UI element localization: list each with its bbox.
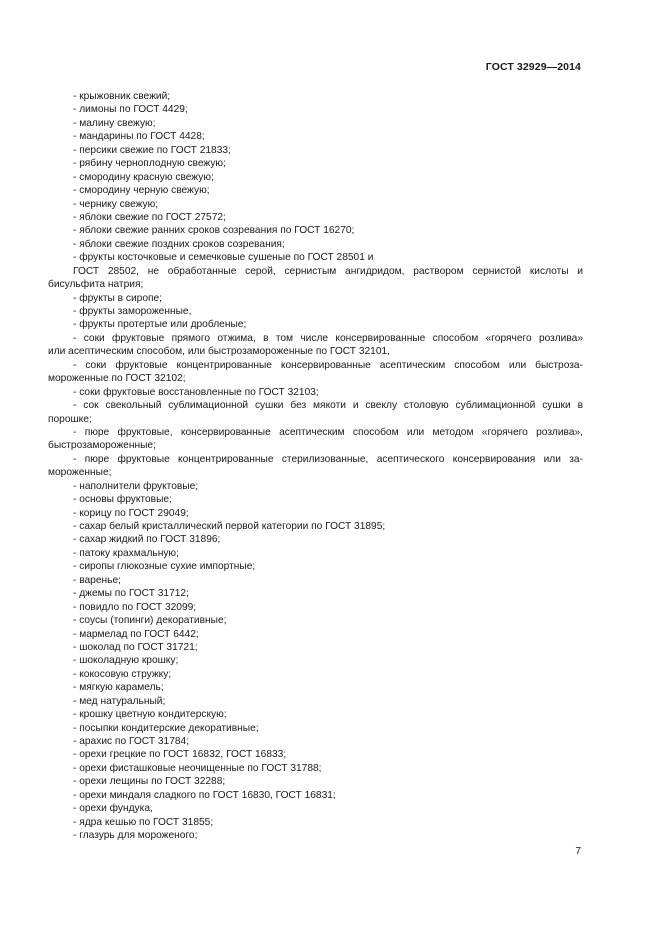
text-line: - малину свежую; <box>73 117 156 129</box>
text-line: или асептическим способом, или быстрозамороженные по ГОСТ 32101, <box>48 346 390 358</box>
text-line: - пюре фруктовые концентрированные стерилизованные, асептического консервирования или за- <box>73 453 583 465</box>
text-line: - яблоки свежие ранних сроков созревания по ГОСТ 16270; <box>73 225 355 237</box>
text-line: мороженные по ГОСТ 32102; <box>48 373 186 385</box>
text-line: - варенье; <box>73 574 121 586</box>
text-line: - арахис по ГОСТ 31784; <box>73 736 190 747</box>
text-line: порошке; <box>48 413 92 425</box>
text-line: - ядра кешью по ГОСТ 31855; <box>73 816 214 828</box>
text-line: - шоколад по ГОСТ 31721; <box>73 641 198 653</box>
text-line: - корицу по ГОСТ 29049; <box>73 507 189 519</box>
text-line: - орехи лещины по ГОСТ 32288; <box>73 776 226 788</box>
text-line: - патоку крахмальную; <box>73 547 179 559</box>
text-line: - рябину черноплодную свежую; <box>73 158 226 170</box>
text-line: - орехи фисташковые неочищенные по ГОСТ 31788; <box>73 762 322 774</box>
text-line: - мягкую карамель; <box>73 682 164 694</box>
text-line: - крошку цветную кондитерскую; <box>73 709 227 721</box>
text-line: - мандарины по ГОСТ 4428; <box>73 131 205 143</box>
text-line: - смородину черную свежую; <box>73 185 210 197</box>
page-number: 7 <box>575 846 581 857</box>
text-line: - фрукты косточковые и семечковые сушеные по ГОСТ 28501 и <box>73 252 374 264</box>
text-line: - орехи фундука, <box>73 803 153 815</box>
text-line: - посыпки кондитерские декоративные; <box>73 722 259 734</box>
text-line: - фрукты в сиропе; <box>73 292 163 304</box>
text-line: - наполнители фруктовые; <box>73 480 199 492</box>
text-line: - сиропы глюкозные сухие импортные; <box>73 561 256 573</box>
text-line: - яблоки свежие по ГОСТ 27572; <box>73 211 226 223</box>
text-line: ГОСТ 28502, не обработанные серой, сернистым ангидридом, раствором сернистой кислоты и <box>73 265 583 277</box>
text-line: - орехи миндаля сладкого по ГОСТ 16830, ГОСТ 16831; <box>73 789 336 801</box>
text-line: - джемы по ГОСТ 31712; <box>73 588 189 600</box>
text-line: - глазурь для мороженого; <box>73 830 198 842</box>
text-line: - фрукты замороженные, <box>73 306 192 317</box>
text-line: - персики свежие по ГОСТ 21833; <box>73 144 231 156</box>
text-line: мороженные; <box>48 467 112 479</box>
text-line: - соки фруктовые прямого отжима, в том числе консервированные способом «горячего розлива» <box>73 332 583 344</box>
text-line: - сахар белый кристаллический первой категории по ГОСТ 31895; <box>73 521 386 532</box>
text-line: - соки фруктовые восстановленные по ГОСТ 32103; <box>73 386 319 398</box>
text-line: быстрозамороженные; <box>48 440 156 452</box>
text-line: - чернику свежую; <box>73 198 159 210</box>
text-line: - лимоны по ГОСТ 4429; <box>73 104 188 116</box>
text-line: - мед натуральный; <box>73 695 166 707</box>
text-line: - сок свекольный сублимационной сушки без мякоти и свеклу столовую сублимационной сушки в <box>73 400 583 412</box>
text-line: - крыжовник свежий; <box>73 91 171 102</box>
text-line: - соки фруктовые концентрированные консервированные асептическим способом или быстроза- <box>73 359 583 371</box>
text-line: - мармелад по ГОСТ 6442; <box>73 628 199 640</box>
text-line: - основы фруктовые; <box>73 494 172 506</box>
text-line: - орехи грецкие по ГОСТ 16832, ГОСТ 16833; <box>73 749 287 761</box>
text-line: - повидло по ГОСТ 32099; <box>73 601 197 613</box>
text-line: бисульфита натрия; <box>48 279 144 291</box>
text-line: - пюре фруктовые, консервированные асептическим способом или методом «горячего розлива», <box>73 426 583 438</box>
text-line: - смородину красную свежую; <box>73 171 214 183</box>
text-line: - яблоки свежие поздних сроков созревания; <box>73 238 285 250</box>
text-line: - фрукты протертые или дробленые; <box>73 319 247 331</box>
text-line: - шоколадную крошку; <box>73 655 179 667</box>
text-line: - соусы (топинги) декоративные; <box>73 615 227 627</box>
text-line: - сахар жидкий по ГОСТ 31896; <box>73 534 221 546</box>
document-header: ГОСТ 32929—2014 <box>485 61 581 73</box>
document-body <box>48 90 583 843</box>
text-line: - кокосовую стружку; <box>73 668 172 680</box>
